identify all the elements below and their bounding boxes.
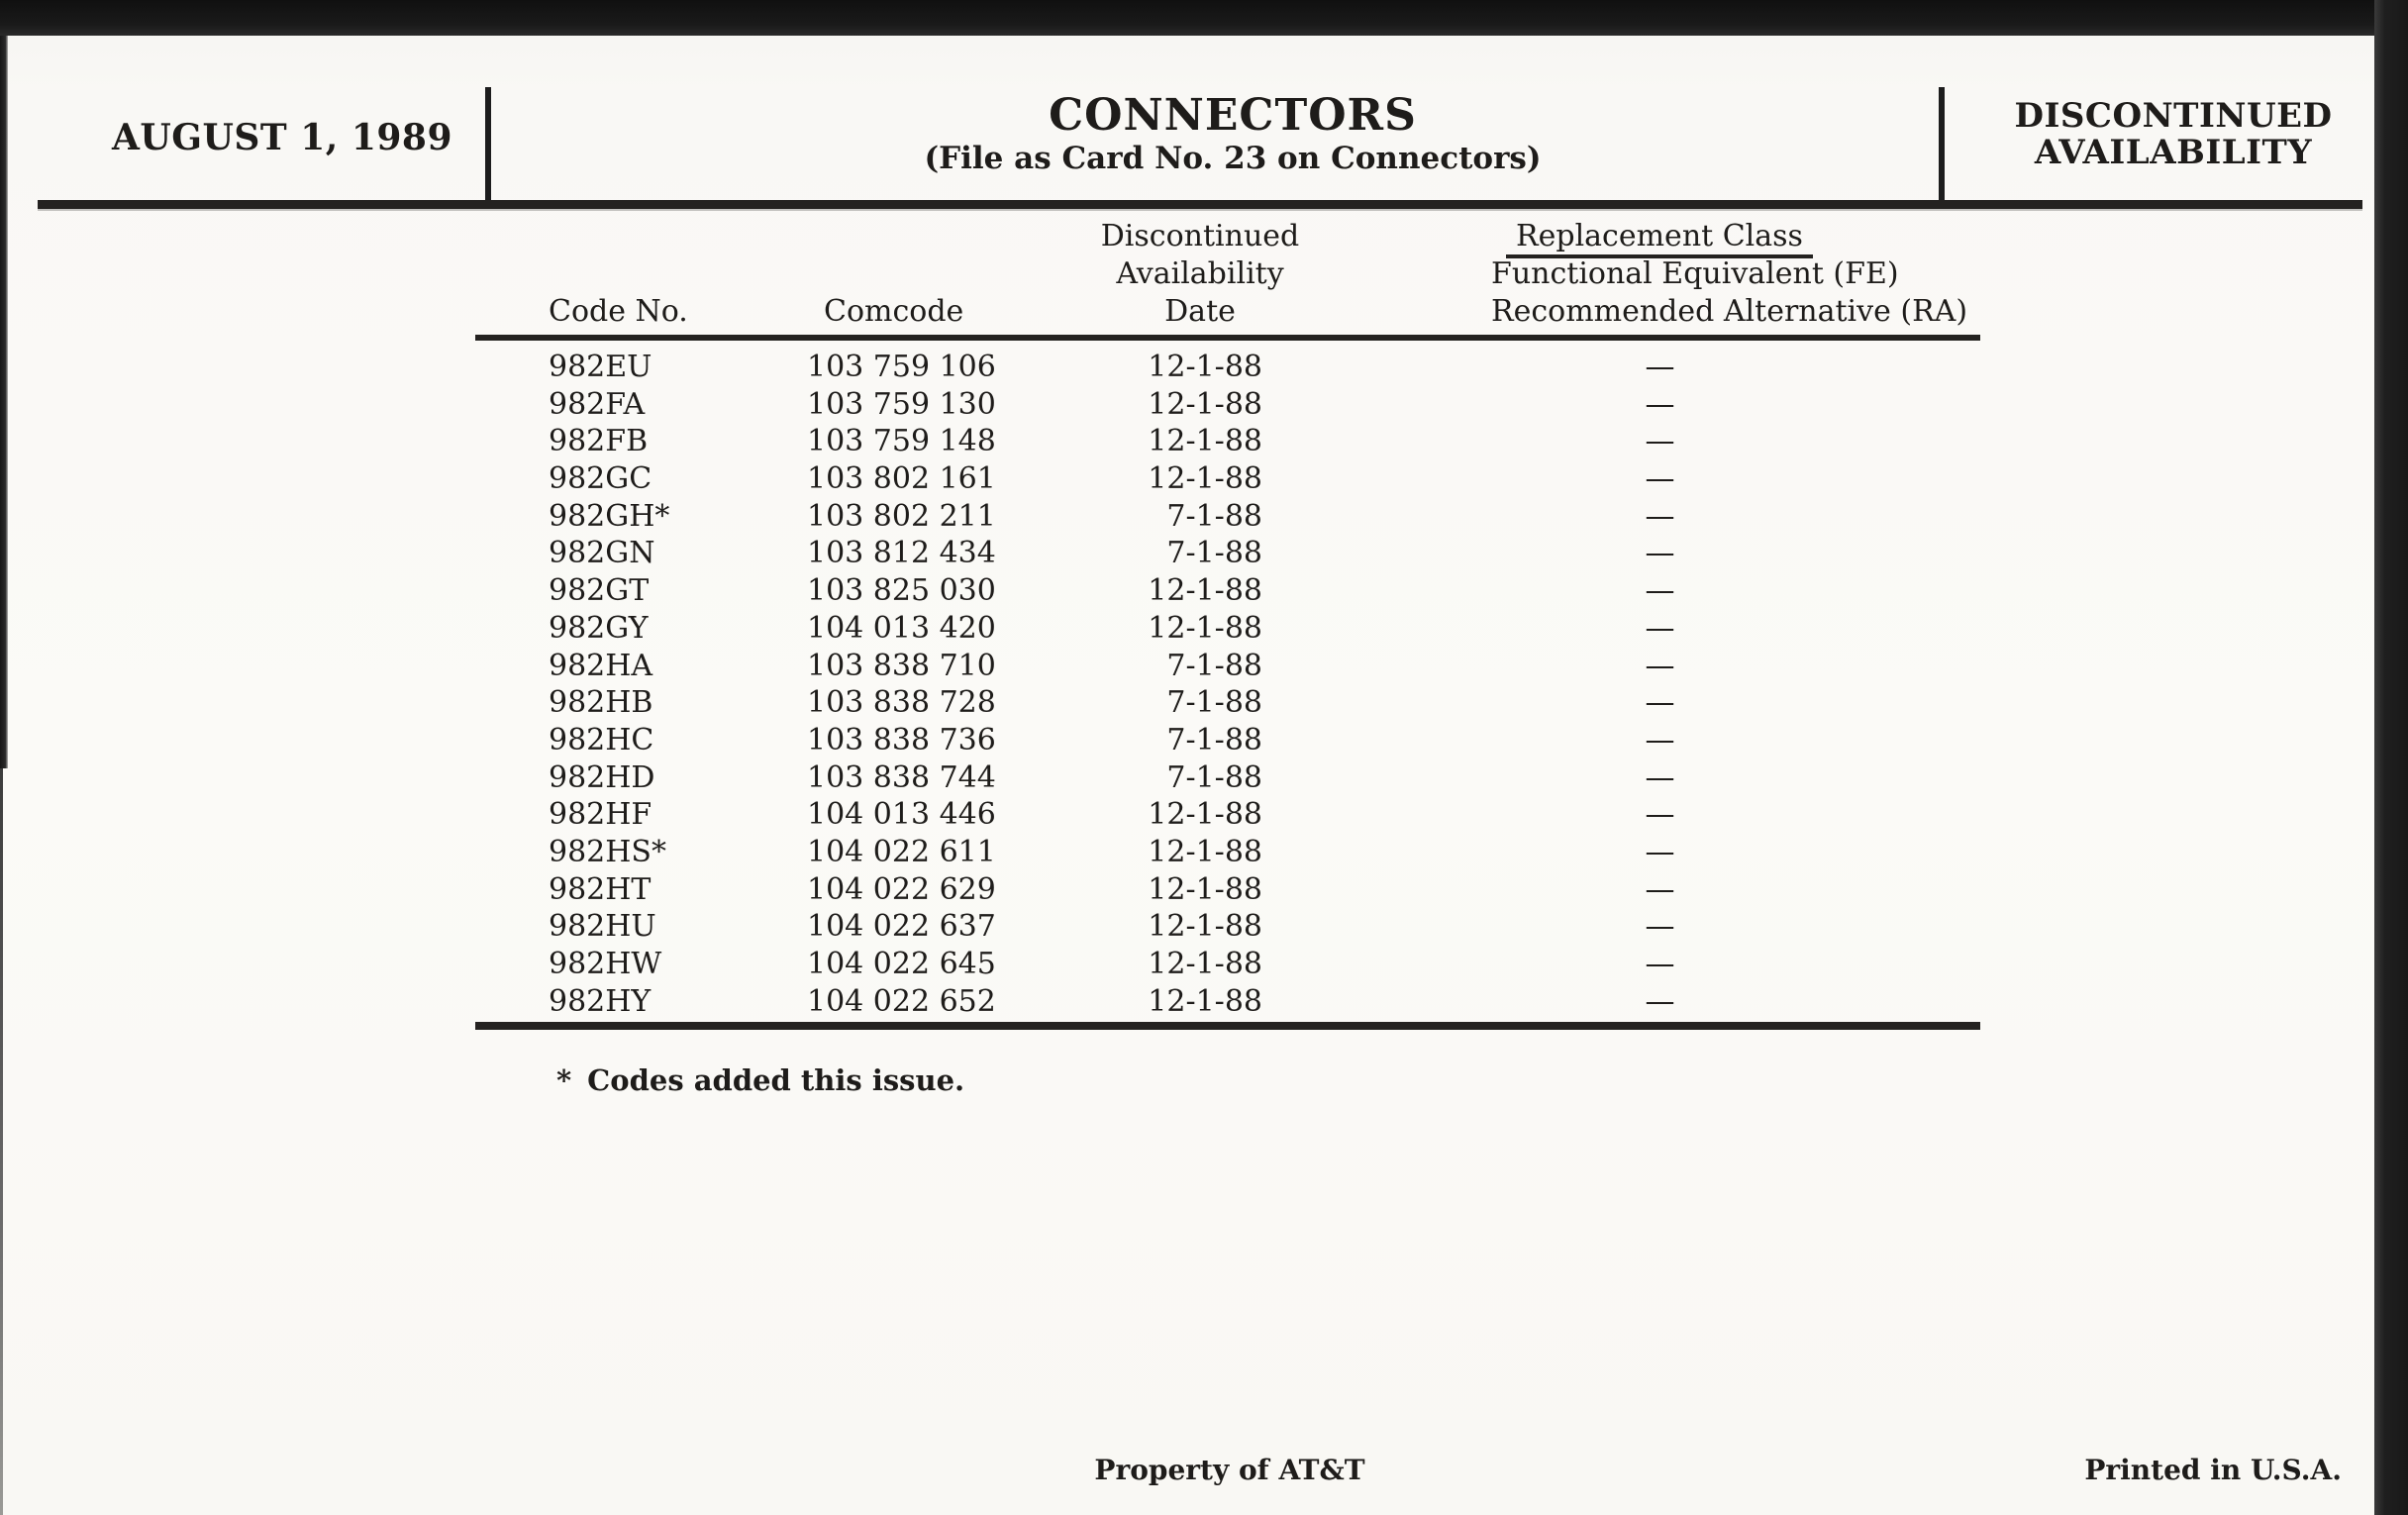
scan-edge-left-lower bbox=[0, 768, 3, 1515]
date-cell: 7-1-88 bbox=[1166, 648, 1262, 683]
code-cell: 982GC bbox=[549, 461, 652, 497]
code-cell: 982HU bbox=[549, 909, 656, 945]
date-cell: 7-1-88 bbox=[1166, 685, 1262, 721]
date-cell: 7-1-88 bbox=[1166, 498, 1262, 534]
table-row bbox=[475, 871, 1980, 909]
table-row bbox=[475, 386, 1980, 424]
discontinued-label-line2: AVAILABILITY bbox=[2034, 133, 2313, 172]
replacement-cell: — bbox=[1645, 536, 1674, 571]
code-cell: 982GN bbox=[549, 536, 655, 571]
date-cell: 12-1-88 bbox=[1148, 983, 1262, 1019]
header-rule bbox=[38, 200, 2362, 209]
code-cell: 982HW bbox=[549, 947, 662, 981]
table-header-rule bbox=[475, 335, 1980, 341]
code-cell: 982HA bbox=[549, 648, 653, 683]
table-row bbox=[475, 722, 1980, 759]
comcode-cell: 103 838 710 bbox=[807, 648, 996, 683]
date-cell: 12-1-88 bbox=[1148, 386, 1262, 422]
column-header-code: Code No. bbox=[549, 294, 688, 329]
comcode-cell: 104 022 645 bbox=[807, 947, 996, 981]
date-cell: 12-1-88 bbox=[1148, 871, 1262, 907]
date-cell: 12-1-88 bbox=[1148, 610, 1262, 646]
footer-printed-label: Printed in U.S.A. bbox=[2084, 1454, 2342, 1486]
table-row bbox=[475, 983, 1980, 1021]
table-row bbox=[475, 610, 1980, 648]
comcode-cell: 104 022 629 bbox=[807, 871, 996, 907]
date-cell: 12-1-88 bbox=[1148, 947, 1262, 981]
replacement-cell: — bbox=[1645, 386, 1674, 422]
table-row bbox=[475, 423, 1980, 460]
page-subtitle: (File as Card No. 23 on Connectors) bbox=[924, 141, 1542, 176]
replacement-cell: — bbox=[1645, 461, 1674, 497]
replacement-cell: — bbox=[1645, 498, 1674, 534]
date-cell: 7-1-88 bbox=[1166, 536, 1262, 571]
table-rows bbox=[475, 349, 1980, 1020]
comcode-cell: 103 802 161 bbox=[807, 461, 996, 497]
code-cell: 982GH* bbox=[549, 498, 670, 534]
code-cell: 982EU bbox=[549, 350, 652, 384]
header-title-block bbox=[837, 90, 1629, 176]
header-divider-right bbox=[1939, 87, 1945, 202]
comcode-cell: 103 759 106 bbox=[807, 350, 996, 384]
code-cell: 982HY bbox=[549, 983, 652, 1019]
replacement-cell: — bbox=[1645, 722, 1674, 758]
column-header-date-line3: Date bbox=[1164, 294, 1236, 329]
comcode-cell: 104 013 446 bbox=[807, 797, 996, 833]
date-cell: 12-1-88 bbox=[1148, 834, 1262, 869]
table-row bbox=[475, 349, 1980, 386]
column-header-date-line1: Discontinued bbox=[1100, 219, 1300, 253]
table-row bbox=[475, 498, 1980, 536]
table-row bbox=[475, 684, 1980, 722]
date-cell: 12-1-88 bbox=[1148, 909, 1262, 945]
replacement-cell: — bbox=[1645, 871, 1674, 907]
replacement-cell: — bbox=[1645, 350, 1674, 384]
replacement-cell: — bbox=[1645, 947, 1674, 981]
scan-edge-top bbox=[0, 0, 2408, 36]
column-header-replacement-line2: Functional Equivalent (FE) bbox=[1491, 256, 1899, 291]
date-cell: 12-1-88 bbox=[1148, 573, 1262, 609]
comcode-cell: 103 802 211 bbox=[807, 498, 996, 534]
replacement-cell: — bbox=[1645, 610, 1674, 646]
replacement-cell: — bbox=[1645, 834, 1674, 869]
date-cell: 7-1-88 bbox=[1166, 722, 1262, 758]
comcode-cell: 104 022 652 bbox=[807, 983, 996, 1019]
comcode-cell: 103 812 434 bbox=[807, 536, 996, 571]
column-header-replacement-line1 bbox=[1491, 219, 1828, 258]
comcode-cell: 103 825 030 bbox=[807, 573, 996, 609]
footer-property-label: Property of AT&T bbox=[1094, 1454, 1365, 1486]
code-cell: 982HF bbox=[549, 797, 652, 833]
replacement-cell: — bbox=[1645, 648, 1674, 683]
discontinued-label-line1: DISCONTINUED bbox=[2014, 96, 2333, 136]
comcode-cell: 103 759 130 bbox=[807, 386, 996, 422]
replacement-cell: — bbox=[1645, 573, 1674, 609]
table-bottom-rule bbox=[475, 1022, 1980, 1030]
comcode-cell: 104 013 420 bbox=[807, 610, 996, 646]
table-row bbox=[475, 796, 1980, 834]
table-row bbox=[475, 759, 1980, 797]
header-right-block bbox=[1980, 98, 2366, 171]
issue-date: AUGUST 1, 1989 bbox=[111, 117, 453, 158]
table-row bbox=[475, 648, 1980, 685]
code-cell: 982FA bbox=[549, 386, 646, 422]
scan-edge-right bbox=[2374, 0, 2408, 1515]
date-cell: 12-1-88 bbox=[1148, 424, 1262, 459]
replacement-cell: — bbox=[1645, 759, 1674, 795]
replacement-cell: — bbox=[1645, 797, 1674, 833]
header-divider-left bbox=[485, 87, 491, 202]
code-cell: 982HB bbox=[549, 685, 653, 721]
table-row bbox=[475, 460, 1980, 498]
column-header-comcode: Comcode bbox=[824, 294, 964, 329]
footnote-asterisk: * bbox=[556, 1063, 572, 1097]
replacement-cell: — bbox=[1645, 424, 1674, 459]
date-cell: 12-1-88 bbox=[1148, 797, 1262, 833]
column-header-replacement-line3: Recommended Alternative (RA) bbox=[1491, 294, 1968, 329]
code-cell: 982HS* bbox=[549, 834, 666, 869]
code-cell: 982HT bbox=[549, 871, 652, 907]
replacement-cell: — bbox=[1645, 983, 1674, 1019]
table-row bbox=[475, 834, 1980, 871]
code-cell: 982GY bbox=[549, 610, 649, 646]
comcode-cell: 104 022 611 bbox=[807, 834, 996, 869]
footnote-text: Codes added this issue. bbox=[587, 1063, 965, 1097]
code-cell: 982HD bbox=[549, 759, 655, 795]
availability-table bbox=[475, 216, 1980, 1127]
table-row bbox=[475, 908, 1980, 946]
code-cell: 982GT bbox=[549, 573, 650, 609]
table-row bbox=[475, 535, 1980, 572]
code-cell: 982HC bbox=[549, 722, 654, 758]
comcode-cell: 103 759 148 bbox=[807, 424, 996, 459]
comcode-cell: 103 838 744 bbox=[807, 759, 996, 795]
date-cell: 12-1-88 bbox=[1148, 350, 1262, 384]
table-row bbox=[475, 946, 1980, 983]
replacement-cell: — bbox=[1645, 909, 1674, 945]
comcode-cell: 104 022 637 bbox=[807, 909, 996, 945]
footnote bbox=[556, 1063, 964, 1097]
date-cell: 12-1-88 bbox=[1148, 461, 1262, 497]
scan-edge-left bbox=[0, 36, 8, 768]
replacement-cell: — bbox=[1645, 685, 1674, 721]
column-header-date-line2: Availability bbox=[1116, 256, 1284, 291]
date-cell: 7-1-88 bbox=[1166, 759, 1262, 795]
page-title: CONNECTORS bbox=[1049, 90, 1417, 141]
code-cell: 982FB bbox=[549, 424, 649, 459]
table-row bbox=[475, 572, 1980, 610]
comcode-cell: 103 838 736 bbox=[807, 722, 996, 758]
comcode-cell: 103 838 728 bbox=[807, 685, 996, 721]
replacement-class-underlined: Replacement Class bbox=[1506, 219, 1813, 258]
